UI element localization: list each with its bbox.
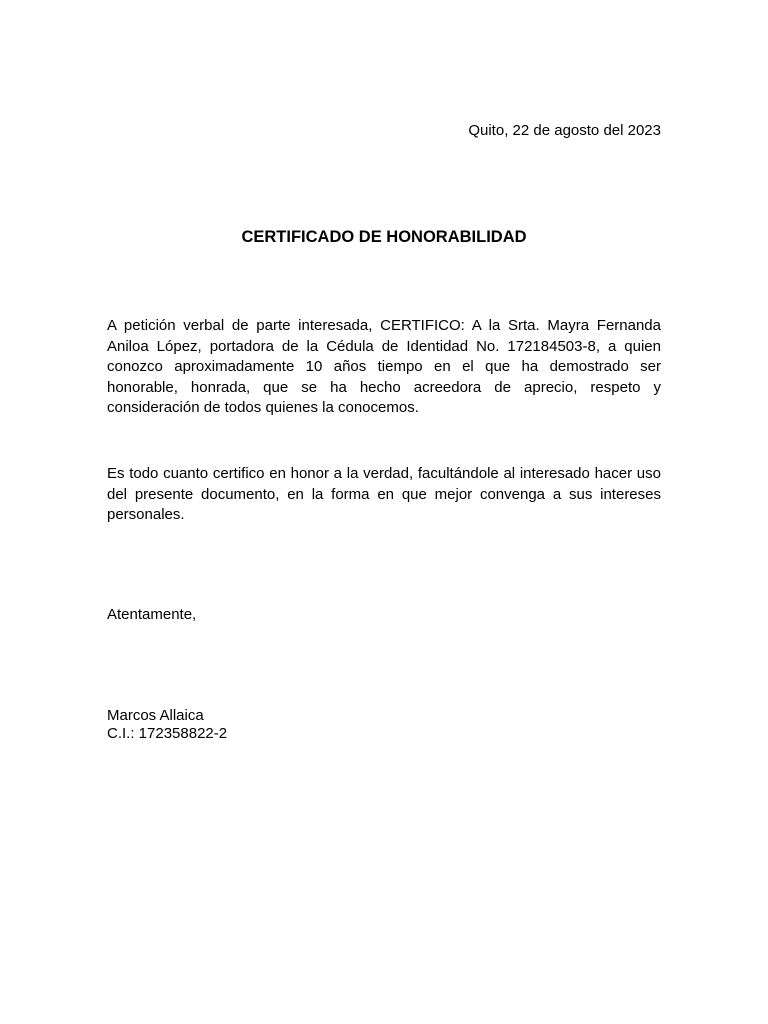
body-paragraph-2: Es todo cuanto certifico en honor a la verdad, facultándole al interesado hacer uso del presente documento, en la forma en que mejor convenga a sus intereses personales. [107,465,661,523]
date-line: Quito, 22 de agosto del 2023 [468,122,661,139]
document-title: CERTIFICADO DE HONORABILIDAD [241,228,527,246]
signature-block [107,707,227,743]
body-paragraph-1: A petición verbal de parte interesada, CERTIFICO: A la Srta. Mayra Fernanda Aniloa López, portadora de la Cédula de Identidad No. 172184503-8, a quien conozco aproximadamente 10 años tiempo en el que ha demostrado ser honorable, honrada, que se ha hecho acreedora de aprecio, respeto y consideración de todos quienes la conocemos. [107,317,661,416]
closing-salutation: Atentamente, [107,606,197,623]
signer-id: C.I.: 172358822-2 [107,725,228,742]
signer-name: Marcos Allaica [107,707,204,724]
